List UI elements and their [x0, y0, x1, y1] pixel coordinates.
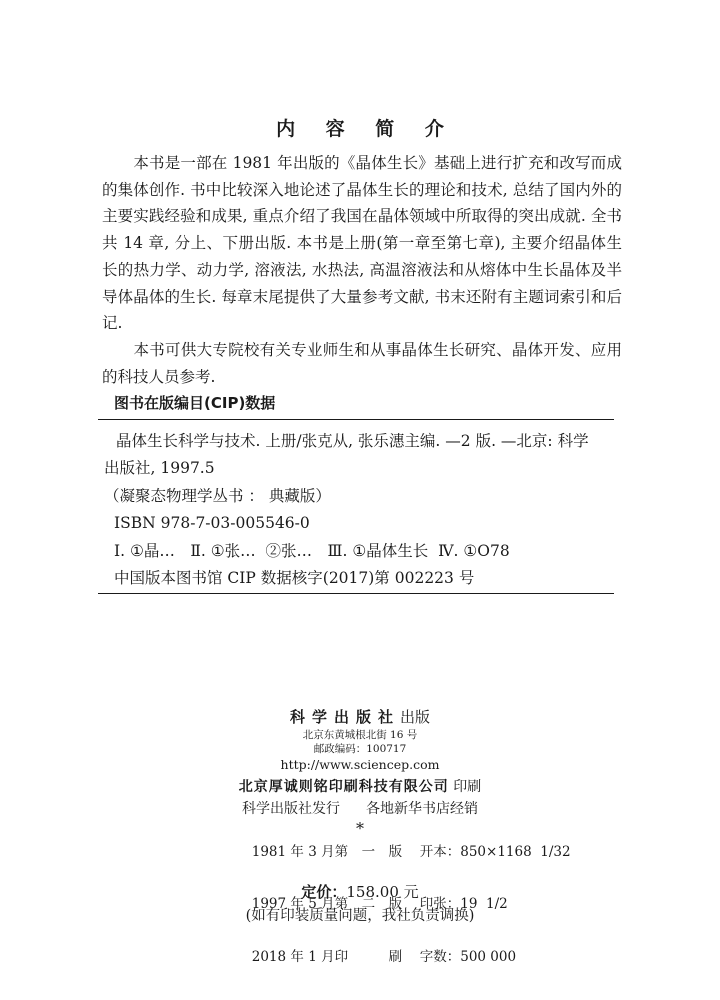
cip-top-rule — [98, 419, 614, 420]
printer-name: 北京厚诚则铭印刷科技有限公司 — [238, 779, 449, 795]
price-line — [0, 881, 720, 902]
spec-info: 开本：850×1168 1/32 — [419, 843, 571, 860]
cip-series-line: （凝聚态物理学丛书 ： 典藏版） — [104, 486, 331, 505]
summary-paragraph-2: 本书可供大专院校有关专业师生和从事晶体生长研究、晶体开发、应用的科技人员参考. — [102, 340, 622, 386]
publisher-address: 北京东黄城根北街 16 号 — [302, 729, 418, 741]
publisher-url: http://www.sciencep.com — [280, 757, 440, 772]
spec-edition: 1981 年 3 月第 一 版 — [251, 843, 403, 860]
cip-heading: 图书在版编目(CIP)数据 — [114, 394, 276, 412]
spec-info: 字数：500 000 — [419, 948, 517, 965]
distributor: 科学出版社发行 — [242, 801, 340, 817]
printer-line — [0, 776, 720, 798]
summary-paragraph-1: 本书是一部在 1981 年出版的《晶体生长》基础上进行扩充和改写而成的集体创作. 书中比较深入地论述了晶体生长的理论和技术, 总结了国内外的主要实践经验和成果, 重点介绍了我国在晶体领域中所取得的突出成就. 全书共 14 章, 分上、下册出版. 本书是上册(第一章至第七章), 主要介绍晶体生长的热力学、动力学, 溶液法, 水热法, 高温溶液法和从熔体中生长晶体及半导体晶体的生长. 每章末尾提供了大量参考文献, 书末还附有主题词索引和后记. — [102, 154, 622, 333]
publisher-name: 科学出版社 — [289, 708, 400, 726]
cip-isbn-line: ISBN 978-7-03-005546-0 — [114, 514, 310, 533]
separator-star: * — [356, 819, 364, 838]
seller: 各地新华书店经销 — [366, 801, 478, 817]
cip-number-line: 中国版本图书馆 CIP 数据核字(2017)第 002223 号 — [114, 569, 475, 588]
cip-title-line: 晶体生长科学与技术. 上册/张克从, 张乐潓主编. —2 版. —北京: 科学出版社, 1997.5 — [104, 432, 589, 478]
cip-classification-line: Ⅰ. ①晶… Ⅱ. ①张… ②张… Ⅲ. ①晶体生长 Ⅳ. ①O78 — [114, 541, 510, 560]
distribution-line — [0, 798, 720, 820]
cip-data-block — [104, 428, 604, 592]
content-summary — [102, 150, 622, 390]
price-label: 定价： — [301, 883, 347, 901]
publisher-line — [0, 706, 720, 728]
quality-notice: (如有印装质量问题，我社负责调换) — [245, 908, 475, 924]
cip-bottom-rule — [98, 593, 614, 594]
printer-suffix: 印刷 — [453, 779, 482, 795]
spec-info: 印张：19 1/2 — [419, 896, 508, 912]
spec-row — [226, 931, 571, 984]
spec-edition: 2018 年 1 月印 刷 — [251, 948, 403, 965]
spec-edition: 1997 年 5 月第 二 版 — [251, 896, 403, 912]
spec-row — [226, 826, 571, 879]
publisher-postcode: 邮政编码：100717 — [313, 743, 407, 755]
price-value: 158.00 元 — [346, 883, 419, 901]
publisher-suffix: 出版 — [400, 708, 431, 726]
page-title: 内 容 简 介 — [276, 118, 456, 140]
imprint-block — [0, 706, 720, 836]
